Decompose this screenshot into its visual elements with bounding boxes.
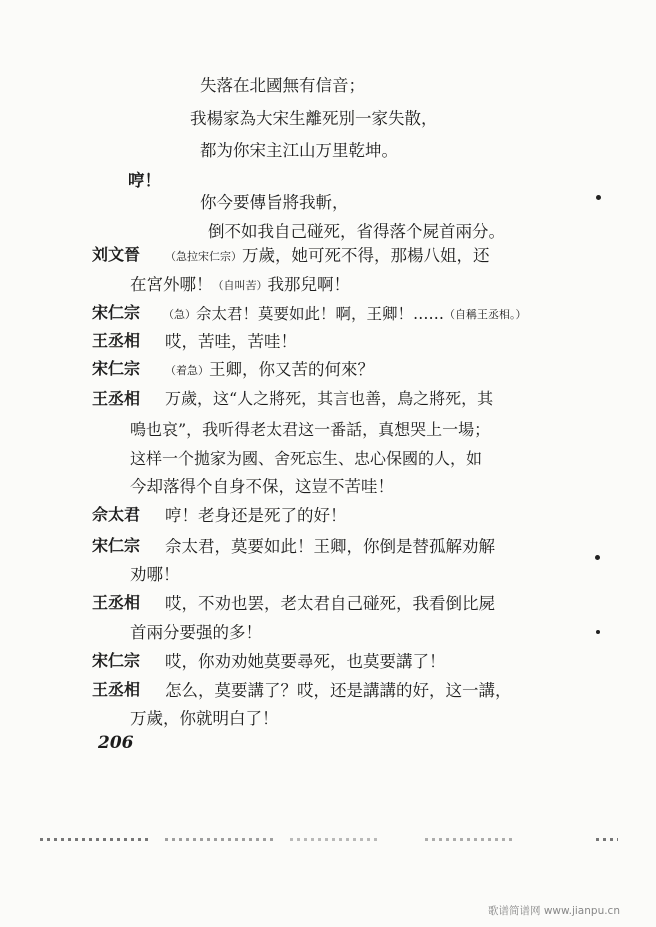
page-number: 206 bbox=[98, 733, 134, 753]
scan-noise bbox=[425, 838, 515, 841]
dialogue-text: 今却落得个自身不保，这豈不苦哇！ bbox=[130, 477, 394, 496]
dialogue-text: 在宮外哪！ bbox=[130, 275, 213, 294]
speaker-name: 宋仁宗 bbox=[92, 536, 141, 555]
verse-line: 都为你宋主江山万里乾坤。 bbox=[200, 141, 398, 160]
speaker-name: 王丞相 bbox=[92, 331, 141, 350]
stage-direction: （自叫苦） bbox=[212, 279, 268, 292]
dialogue-text: 怎么，莫要講了？哎，还是講講的好，这一講， bbox=[165, 681, 512, 700]
dialogue-line bbox=[165, 360, 374, 381]
dialogue-text: 哎，苦哇，苦哇！ bbox=[165, 332, 297, 351]
dialogue-text: 万歲，你就明白了！ bbox=[130, 709, 279, 728]
dialogue-text: 佘太君！莫要如此！啊，王卿！…… bbox=[196, 305, 445, 323]
dialogue-line bbox=[163, 304, 527, 325]
scan-speck bbox=[596, 195, 601, 200]
stage-direction: （急拉宋仁宗） bbox=[165, 250, 242, 263]
scan-speck bbox=[595, 555, 600, 560]
dialogue-text: 哎，不劝也罢，老太君自己碰死，我看倒比屍 bbox=[165, 594, 495, 613]
speaker-name: 宋仁宗 bbox=[92, 651, 141, 670]
interjection: 哼！ bbox=[128, 171, 161, 190]
verse-line: 我楊家為大宋生離死別一家失散， bbox=[190, 109, 438, 128]
scan-noise bbox=[165, 838, 275, 841]
speaker-name: 王丞相 bbox=[92, 389, 141, 408]
dialogue-text: 哎，你劝劝她莫要尋死，也莫要講了！ bbox=[165, 652, 446, 671]
dialogue-line bbox=[130, 275, 350, 296]
speaker-name: 刘文晉 bbox=[92, 245, 141, 264]
speaker-name: 宋仁宗 bbox=[92, 359, 141, 378]
dialogue-text: 万歲，她可死不得，那楊八姐，还 bbox=[242, 246, 490, 265]
stage-direction: （自稱王丞相。） bbox=[444, 308, 527, 321]
dialogue-text: 劝哪！ bbox=[130, 565, 180, 584]
stage-direction: （着急） bbox=[165, 364, 209, 377]
scan-speck bbox=[596, 630, 600, 634]
dialogue-text: 佘太君，莫要如此！王卿，你倒是替孤解劝解 bbox=[165, 537, 495, 556]
dialogue-text: 这样一个拋家为國、舍死忘生、忠心保國的人，如 bbox=[130, 449, 483, 468]
dialogue-text: 首兩分要强的多！ bbox=[130, 623, 262, 642]
verse-line: 倒不如我自己碰死，省得落个屍首兩分。 bbox=[208, 222, 505, 241]
dialogue-text: 我那兒啊！ bbox=[267, 275, 350, 294]
dialogue-text: 万歲，这“人之將死，其言也善，鳥之將死，其 bbox=[165, 389, 494, 408]
speaker-name: 宋仁宗 bbox=[92, 303, 141, 322]
verse-line: 失落在北國無有信音； bbox=[200, 76, 365, 95]
speaker-name: 佘太君 bbox=[92, 505, 141, 524]
dialogue-text: 哼！老身还是死了的好！ bbox=[165, 506, 347, 525]
dialogue-line bbox=[165, 246, 490, 267]
scan-noise bbox=[40, 838, 150, 841]
watermark: 歌谱简谱网 www.jianpu.cn bbox=[488, 905, 620, 917]
dialogue-text: 王卿，你又苦的何來？ bbox=[209, 360, 374, 379]
scan-noise bbox=[290, 838, 380, 841]
scan-noise bbox=[596, 838, 618, 841]
verse-line: 你今要傳旨將我斬， bbox=[200, 193, 349, 212]
stage-direction: （急） bbox=[163, 308, 196, 321]
dialogue-text: 鳴也哀”，我听得老太君这一番話，真想哭上一場； bbox=[130, 420, 491, 439]
speaker-name: 王丞相 bbox=[92, 593, 141, 612]
speaker-name: 王丞相 bbox=[92, 680, 141, 699]
